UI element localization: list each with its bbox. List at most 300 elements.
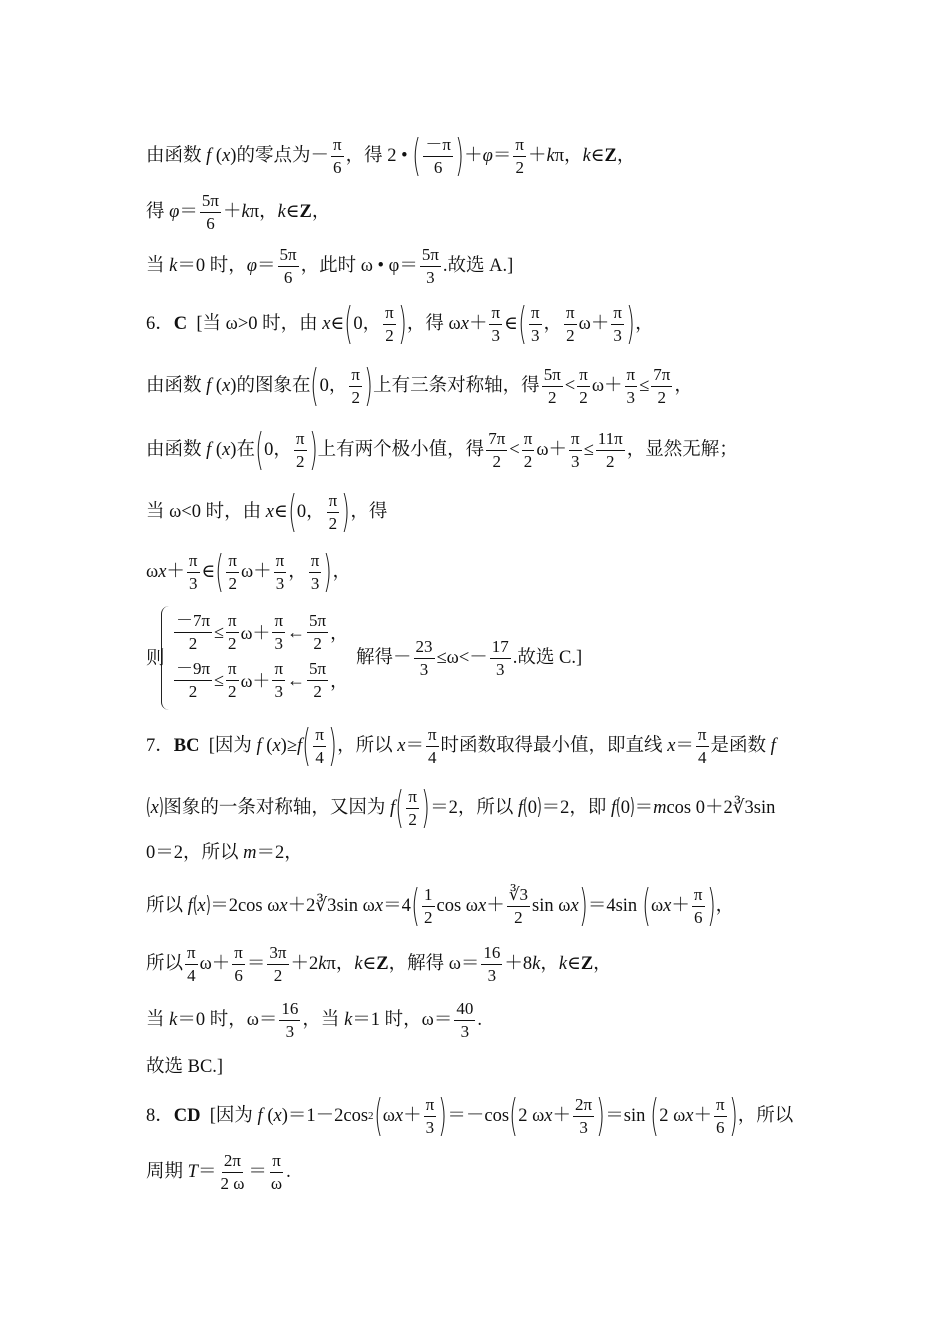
fraction [426, 726, 439, 767]
numerator: π [569, 430, 582, 451]
left-paren: ( [255, 424, 264, 475]
text: ≤ [214, 669, 224, 690]
line-8 [146, 546, 850, 597]
text: x [397, 735, 406, 756]
text: ＝0 时，ω＝ [177, 1010, 278, 1031]
fraction [422, 886, 435, 927]
right-paren: ) [364, 360, 373, 411]
fraction [226, 552, 239, 593]
text: . [477, 1010, 482, 1031]
numerator: π [331, 136, 344, 157]
right-paren: ) [438, 1090, 448, 1141]
line-5 [146, 360, 850, 411]
text: ， [593, 954, 612, 975]
text: φ [482, 145, 493, 166]
text: ← [287, 621, 306, 642]
text: m [243, 843, 257, 863]
right-paren: ) [578, 880, 588, 931]
numerator: 5π [200, 192, 221, 213]
text: ≤ [583, 439, 594, 460]
denominator: 2 [228, 633, 237, 653]
fraction [577, 366, 590, 407]
text: π， [326, 954, 355, 975]
fraction [696, 726, 709, 767]
numerator: π [714, 1096, 727, 1117]
text: ＋ [693, 1105, 712, 1126]
text: ，得 [350, 501, 388, 522]
text: f [187, 895, 193, 916]
numerator: 16 [279, 1000, 300, 1021]
text: f [610, 797, 617, 818]
text: f [206, 375, 212, 396]
text: x [222, 439, 231, 460]
fraction [507, 886, 530, 927]
text: π， [249, 202, 278, 223]
text: < [509, 439, 520, 460]
fraction [267, 944, 288, 985]
text: k [344, 1010, 353, 1031]
numerator: 1 [422, 886, 435, 907]
fraction [274, 552, 287, 593]
text: ＝4 [383, 895, 411, 916]
text: k [318, 954, 327, 975]
text: ，当 [302, 1010, 345, 1031]
denominator: 3 [274, 633, 283, 653]
text: ＝ [248, 1162, 267, 1183]
numerator: －7π [174, 612, 212, 633]
denominator: 3 [275, 573, 285, 593]
text: ， [674, 375, 693, 396]
fraction [232, 944, 245, 985]
left-paren: ( [287, 486, 297, 537]
line-3 [146, 246, 850, 287]
left-paren: ( [215, 546, 225, 597]
text: .故选 C.] [512, 648, 583, 669]
text: x [667, 735, 676, 756]
text: 则 [146, 649, 165, 669]
left-paren: ( [509, 1090, 518, 1141]
text: ＝ [257, 256, 276, 277]
text: ∈ [273, 501, 288, 522]
text: ＋ [166, 561, 185, 582]
text: x [663, 895, 672, 916]
denominator: 2 [515, 157, 524, 177]
text: x [158, 561, 167, 582]
text: ω＋ [578, 313, 610, 334]
text: ( [262, 1105, 274, 1126]
fraction [200, 192, 221, 233]
left-paren: ( [344, 298, 354, 349]
system-row-2 [172, 660, 348, 701]
text: 所以 [146, 895, 188, 916]
line-11 [145, 782, 850, 833]
text: x [460, 313, 469, 334]
text: sin ω [532, 895, 571, 916]
text: x [685, 1105, 694, 1126]
text: ∈ [590, 145, 605, 166]
text: f [770, 735, 776, 756]
text: ＝ [405, 735, 424, 756]
fraction [185, 944, 198, 985]
text: T [187, 1162, 198, 1183]
fraction [486, 430, 507, 471]
line-15 [146, 1000, 850, 1041]
left-paren: ( [411, 880, 420, 931]
text: [因为 [200, 1105, 258, 1126]
text: 由函数 [146, 439, 207, 460]
text: ＝－cos [447, 1105, 510, 1126]
line-7 [146, 486, 850, 537]
text: sin ω [336, 895, 375, 916]
numerator: π [489, 304, 502, 325]
text: k [546, 145, 555, 166]
text: ∈ [201, 561, 216, 582]
text: 由函数 [146, 145, 207, 166]
numerator: π [696, 726, 709, 747]
numerator: π [349, 366, 362, 387]
denominator: 2 [188, 633, 198, 653]
text: ， [332, 561, 352, 582]
denominator: 3 [285, 1021, 295, 1041]
fraction [611, 304, 624, 345]
numerator: 2π [222, 1152, 243, 1173]
text: Z [299, 202, 312, 223]
text: 0 [527, 797, 537, 818]
fraction [513, 136, 526, 177]
left-paren: ( [310, 360, 320, 411]
text: k [241, 202, 250, 223]
left-paren: ( [192, 893, 198, 918]
denominator: 6 [716, 1117, 725, 1137]
numerator: π [529, 304, 542, 325]
question-number: 7． [146, 735, 174, 756]
left-paren: ( [522, 795, 529, 820]
text: ← [287, 669, 306, 690]
fraction [309, 552, 322, 593]
fraction [542, 366, 563, 407]
denominator: 3 [487, 965, 497, 985]
text: ∈ [362, 954, 377, 975]
denominator: 3 [310, 573, 320, 593]
answer-label: BC [173, 735, 200, 756]
fraction [307, 612, 328, 653]
right-paren: ) [398, 298, 407, 349]
line-10 [146, 720, 850, 771]
right-paren: ) [455, 130, 464, 181]
numerator: π [270, 1152, 283, 1173]
fraction [596, 430, 625, 471]
right-paren: ) [421, 782, 430, 833]
text: ( [211, 145, 223, 166]
fraction [269, 1152, 284, 1193]
denominator: 3 [460, 1021, 470, 1041]
text: k [354, 954, 363, 975]
text: ＋8 [504, 954, 533, 975]
numerator: 5π [278, 246, 299, 267]
text: ，显然无解； [626, 439, 738, 460]
text: ， [543, 313, 563, 334]
denominator: 2 [313, 681, 322, 701]
denominator: 4 [428, 747, 437, 767]
text: ＝ [492, 145, 512, 166]
question-number: 8． [146, 1105, 174, 1126]
text: ， [311, 202, 331, 223]
fraction [406, 788, 419, 829]
text: x [477, 895, 487, 916]
text: ＋ [464, 145, 483, 166]
text: 周期 [146, 1162, 188, 1183]
line-9-label [146, 650, 165, 669]
denominator: 4 [315, 747, 324, 767]
fraction [651, 366, 672, 407]
left-paren: ( [412, 130, 422, 181]
denominator: 2 [523, 451, 533, 471]
text: ＋ [552, 1105, 572, 1126]
text: ＋2 [290, 954, 319, 975]
fraction [569, 430, 582, 471]
text: [当 ω>0 时，由 [187, 313, 323, 334]
denominator: 3 [188, 573, 198, 593]
fraction [625, 366, 638, 407]
numerator: π [564, 304, 577, 325]
text: x [150, 797, 159, 818]
left-paren: ( [650, 1090, 659, 1141]
text: ＝1 时，ω＝ [352, 1010, 453, 1031]
fraction [423, 136, 453, 177]
right-paren: ) [205, 893, 211, 918]
text: ， [715, 895, 735, 916]
text: ＝ [197, 1162, 217, 1183]
fraction [187, 552, 200, 593]
text: )＝1－2cos [281, 1105, 369, 1126]
text: x [322, 313, 331, 334]
text: ，得 ω [406, 313, 461, 334]
text: ∈ [330, 313, 345, 334]
denominator: 2 [514, 907, 523, 927]
text: Z [604, 145, 617, 166]
numerator: 40 [454, 1000, 475, 1021]
fraction [226, 660, 239, 701]
question-number: 6． [146, 313, 174, 334]
numerator: π [327, 492, 340, 513]
numerator: π [406, 788, 419, 809]
left-paren: ( [145, 795, 151, 820]
fraction [522, 430, 535, 471]
denominator: 2 [566, 325, 575, 345]
text: x [197, 895, 206, 916]
text: ＝4sin [587, 895, 642, 916]
line-6 [146, 424, 850, 475]
fraction [489, 304, 502, 345]
left-paren: ( [518, 298, 527, 349]
right-paren: ) [596, 1090, 606, 1141]
fraction [174, 660, 212, 701]
right-paren: ) [308, 424, 318, 475]
line-9-result [356, 638, 850, 679]
text: ，解得 ω＝ [388, 954, 480, 975]
text: ， [540, 954, 559, 975]
numerator: π [226, 660, 239, 681]
text: ＝ [246, 954, 266, 975]
fraction [218, 1152, 246, 1193]
text: ω [382, 1105, 395, 1126]
text: ( [211, 375, 223, 396]
line-17 [146, 1090, 850, 1141]
fraction [490, 638, 511, 679]
denominator: 3 [626, 387, 636, 407]
text: φ [169, 202, 180, 223]
line-12 [146, 844, 850, 863]
text: k [169, 256, 178, 277]
text: x [273, 1105, 282, 1126]
text: ( [211, 439, 223, 460]
right-paren: ) [629, 795, 635, 820]
text: ，此时 ω • φ＝ [300, 256, 418, 277]
numerator: π [274, 552, 287, 573]
text: 当 ω<0 时，由 [146, 501, 266, 522]
left-paren: ( [373, 1090, 383, 1141]
text: Z [580, 954, 594, 975]
text: f [518, 797, 524, 818]
line-18 [146, 1152, 850, 1193]
text: k [277, 202, 286, 223]
text: ω＋ [591, 375, 623, 396]
text: sin [753, 797, 776, 818]
text: ，所以 [337, 735, 398, 756]
cube-root: ∛3 [315, 895, 337, 916]
text: 当 [146, 256, 170, 277]
denominator: ω [270, 1173, 283, 1193]
line-1 [146, 130, 850, 181]
line-16 [146, 1058, 850, 1077]
text: 2 ω [518, 1105, 545, 1126]
text: ＝2，所以 [430, 797, 519, 818]
denominator: 3 [426, 267, 435, 287]
left-paren: ( [302, 720, 312, 771]
right-paren: ) [323, 546, 333, 597]
left-paren: ( [642, 880, 651, 931]
denominator: 6 [206, 213, 215, 233]
text: 时函数取得最小值，即直线 [440, 735, 668, 756]
denominator: 2 [328, 513, 338, 533]
system-row-1 [172, 612, 348, 653]
numerator: 17 [490, 638, 511, 659]
text: f [390, 797, 396, 818]
answer-label: CD [173, 1105, 201, 1126]
denominator: 2 [605, 451, 615, 471]
denominator: 6 [693, 907, 703, 927]
text: x [279, 895, 288, 916]
denominator: 6 [333, 157, 342, 177]
text: cos ω [436, 895, 478, 916]
text: Z [376, 954, 389, 975]
denominator: 3 [274, 681, 283, 701]
denominator: 6 [234, 965, 243, 985]
text: ＝ [634, 797, 654, 818]
text: x [374, 895, 384, 916]
fraction [454, 1000, 475, 1041]
right-paren: ) [341, 486, 351, 537]
text: ＋ [223, 202, 242, 223]
numerator: 23 [414, 638, 435, 659]
denominator: 2 [313, 633, 322, 653]
text: 0， [319, 375, 348, 396]
text: ω＋ [240, 623, 271, 644]
denominator: 3 [530, 325, 540, 345]
numerator: －9π [174, 660, 212, 681]
text: x [544, 1105, 553, 1126]
numerator: 11π [596, 430, 625, 451]
text: ＝ [179, 202, 198, 223]
denominator: 2 [228, 681, 237, 701]
text: .故选 A.] [442, 256, 514, 277]
numerator: 5π [420, 246, 441, 267]
denominator: 2 [351, 387, 360, 407]
text: 是函数 [710, 735, 771, 756]
denominator: 6 [433, 157, 443, 177]
text: 上有两个极小值，得 [317, 439, 485, 460]
line-13 [146, 880, 850, 931]
text: < [564, 375, 576, 396]
denominator: 2 [547, 387, 557, 407]
numerator: π [383, 304, 396, 325]
text: . [286, 1162, 291, 1183]
text: ＋ [486, 895, 505, 916]
text: 图象的一条对称轴，又因为 [163, 797, 391, 818]
text: ＋ [671, 895, 690, 916]
left-paren: ( [395, 782, 405, 833]
text: ∈ [285, 202, 300, 223]
denominator: 2 [408, 809, 417, 829]
text: 故选 BC.] [146, 1057, 224, 1077]
text: 由函数 [146, 375, 207, 396]
right-paren: ) [158, 795, 164, 820]
numerator: π [522, 430, 535, 451]
text: 上有三条对称轴，得 [373, 375, 540, 396]
numerator: ∛3 [507, 886, 530, 907]
denominator: 2 [657, 387, 667, 407]
answer-label: C [173, 313, 188, 334]
text: f [206, 439, 212, 460]
numerator: π [187, 552, 200, 573]
denominator: 2 [424, 907, 433, 927]
fraction [424, 1096, 437, 1137]
text: 当 [146, 1010, 170, 1031]
text: 2 ω [659, 1105, 686, 1126]
denominator: 2 [273, 965, 283, 985]
text: ＋ [403, 1105, 422, 1126]
text: k [532, 954, 541, 975]
text: ≤ [214, 621, 224, 642]
text: ω＋ [240, 671, 271, 692]
text: )≥ [280, 735, 297, 756]
denominator: 2 [228, 573, 237, 593]
text: ω [146, 561, 159, 582]
text: f [256, 735, 262, 756]
right-paren: ) [626, 298, 635, 349]
numerator: π [272, 612, 285, 633]
denominator: 2 [579, 387, 588, 407]
numerator: 5π [307, 612, 328, 633]
text: ＋ [527, 145, 547, 166]
text: 0， [296, 501, 325, 522]
denominator: 3 [613, 325, 622, 345]
text: x [265, 501, 274, 522]
numerator: 5π [307, 660, 328, 681]
text: )的零点为－ [230, 145, 329, 166]
denominator: 4 [187, 965, 196, 985]
right-paren: ) [706, 880, 716, 931]
